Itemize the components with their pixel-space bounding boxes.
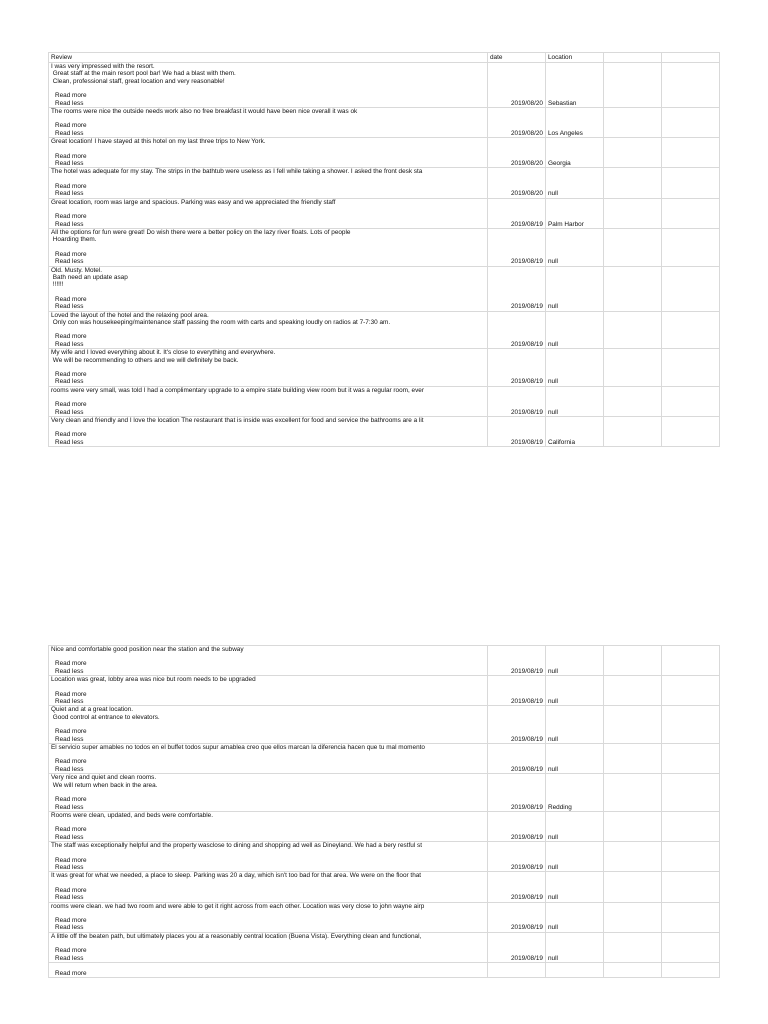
review-location-cell: null: [546, 386, 604, 416]
review-row: [49, 311, 720, 349]
empty-cell: [604, 53, 662, 63]
empty-cell: [604, 932, 662, 962]
column-header-location: Location: [546, 53, 604, 63]
empty-cell: [604, 811, 662, 841]
empty-cell: [662, 198, 720, 228]
review-text-line: Clean, professional staff, great location and very reasonable!: [51, 77, 225, 85]
spacer: [51, 684, 485, 691]
empty-cell: [604, 774, 662, 812]
empty-cell: [662, 386, 720, 416]
review-date-cell: 2019/08/19: [488, 842, 546, 872]
review-text-line: My wife and I loved everything about it. It's close to everything and everywhere.: [51, 349, 276, 357]
empty-cell: [662, 63, 720, 108]
review-cell: [49, 963, 488, 978]
review-cell: [49, 902, 488, 932]
review-location-cell: null: [546, 811, 604, 841]
spacer: [51, 424, 485, 431]
review-text-line: It was great for what we needed, a place to sleep. Parking was 20 a day, which isn't too bad for that area. We were on the floor that: [51, 872, 422, 880]
review-row: [49, 932, 720, 962]
review-cell: [49, 138, 488, 168]
read-more-link[interactable]: Read more: [55, 333, 87, 341]
review-location-cell: Sebastian: [546, 63, 604, 108]
review-date-cell: 2019/08/19: [488, 417, 546, 447]
review-location-cell: [546, 963, 604, 978]
empty-cell: [662, 706, 720, 744]
empty-cell: [604, 63, 662, 108]
empty-cell: [604, 228, 662, 266]
review-cell: [49, 811, 488, 841]
review-location-cell: Los Angeles: [546, 108, 604, 138]
review-row: [49, 646, 720, 676]
empty-cell: [604, 706, 662, 744]
review-row: [49, 386, 720, 416]
empty-cell: [604, 311, 662, 349]
read-less-link[interactable]: Read less: [55, 765, 84, 773]
read-more-link[interactable]: Read more: [55, 856, 87, 864]
read-less-link[interactable]: Read less: [55, 99, 84, 107]
review-cell: [49, 63, 488, 108]
read-more-link[interactable]: Read more: [55, 371, 87, 378]
review-location-cell: Redding: [546, 774, 604, 812]
review-cell: [49, 266, 488, 311]
review-row: [49, 811, 720, 841]
review-cell: [49, 646, 488, 676]
review-cell: [49, 842, 488, 872]
review-text-line: rooms were clean. we had two room and were able to get it right across from each other. Location was very close to john wayne airp: [51, 902, 425, 910]
read-more-link[interactable]: Read more: [55, 401, 87, 409]
review-cell: [49, 168, 488, 198]
review-row: [49, 138, 720, 168]
read-less-link[interactable]: Read less: [55, 863, 84, 871]
read-more-link[interactable]: Read more: [55, 826, 87, 834]
review-location-cell: Palm Harbor: [546, 198, 604, 228]
review-sheet-page-1: [48, 52, 720, 447]
review-text-line: Quiet and at a great location.: [51, 706, 134, 714]
review-date-cell: 2019/08/19: [488, 811, 546, 841]
review-date-cell: 2019/08/19: [488, 198, 546, 228]
empty-cell: [662, 228, 720, 266]
empty-cell: [662, 774, 720, 812]
review-cell: [49, 932, 488, 962]
review-row: [49, 744, 720, 774]
read-less-link[interactable]: Read less: [55, 667, 84, 675]
empty-cell: [604, 168, 662, 198]
read-less-link[interactable]: Read less: [55, 735, 84, 743]
review-row: [49, 706, 720, 744]
header-row: [49, 53, 720, 63]
review-date-cell: 2019/08/19: [488, 349, 546, 387]
review-row: [49, 266, 720, 311]
review-text-line: We will return when back in the area.: [51, 781, 158, 789]
read-more-link[interactable]: Read more: [55, 431, 87, 439]
spacer: [51, 115, 485, 122]
review-cell: [49, 706, 488, 744]
review-date-cell: 2019/08/19: [488, 228, 546, 266]
review-date-cell: 2019/08/19: [488, 676, 546, 706]
read-more-link[interactable]: Read more: [55, 947, 87, 955]
review-cell: [49, 386, 488, 416]
review-text-line: Good control at entrance to elevators.: [51, 713, 160, 721]
review-location-cell: null: [546, 872, 604, 902]
empty-cell: [604, 138, 662, 168]
empty-cell: [662, 872, 720, 902]
review-row: [49, 168, 720, 198]
read-more-link[interactable]: Read more: [55, 250, 87, 258]
review-date-cell: 2019/08/19: [488, 902, 546, 932]
spacer: [51, 289, 485, 296]
review-text-line: The staff was exceptionally helpful and the property wasclose to dining and shopping ad well as Dineyland. We had a bery restful st: [51, 842, 422, 850]
review-cell: [49, 417, 488, 447]
review-cell: [49, 774, 488, 812]
read-less-link[interactable]: Read less: [55, 129, 84, 137]
review-location-cell: null: [546, 706, 604, 744]
review-text-line: Loved the layout of the hotel and the relaxing pool area.: [51, 311, 209, 319]
spacer: [51, 721, 485, 728]
review-location-cell: null: [546, 646, 604, 676]
spacer: [51, 85, 485, 92]
review-text-line: Only con was housekeeping/maintenance staff passing the room with carts and speaking loudly on radios at 7-7:30 am.: [51, 318, 391, 326]
empty-cell: [662, 349, 720, 387]
review-text-line: Very clean and friendly and I love the location The restaurant that is inside was excellent for food and service the bathrooms are a lit: [51, 417, 424, 425]
spacer: [51, 364, 485, 371]
empty-cell: [604, 417, 662, 447]
empty-cell: [662, 744, 720, 774]
review-location-cell: null: [546, 228, 604, 266]
spacer: [51, 206, 485, 213]
review-text-line: Great location! I have stayed at this hotel on my last three trips to New York.: [51, 138, 266, 146]
spacer: [51, 751, 485, 758]
empty-cell: [604, 349, 662, 387]
review-date-cell: [488, 963, 546, 978]
read-more-link[interactable]: Read more: [55, 970, 87, 977]
empty-cell: [662, 902, 720, 932]
read-less-link[interactable]: Read less: [55, 698, 84, 706]
review-location-cell: null: [546, 902, 604, 932]
empty-cell: [604, 266, 662, 311]
empty-cell: [662, 676, 720, 706]
review-date-cell: 2019/08/20: [488, 138, 546, 168]
review-sheet-page-2: [48, 645, 720, 978]
empty-cell: [604, 646, 662, 676]
empty-cell: [604, 842, 662, 872]
spacer: [51, 176, 485, 183]
read-less-link[interactable]: Read less: [55, 190, 84, 198]
review-date-cell: 2019/08/19: [488, 311, 546, 349]
review-text-line: A little off the beaten path, but ultimately places you at a reasonably central location (Buena Vista). Everything clean and functional,: [51, 932, 422, 940]
review-row: [49, 198, 720, 228]
review-text-line: We will be recommending to others and we will definitely be back.: [51, 356, 239, 364]
read-more-link[interactable]: Read more: [55, 690, 87, 698]
review-text-line: rooms were very small, was told I had a complimentary upgrade to a empire state building view room but it was a regular room, ever: [51, 386, 424, 394]
empty-cell: [662, 266, 720, 311]
spacer: [51, 940, 485, 947]
review-row: [49, 963, 720, 978]
read-less-link[interactable]: Read less: [55, 803, 84, 811]
read-less-link[interactable]: Read less: [55, 378, 84, 386]
review-cell: [49, 198, 488, 228]
empty-cell: [662, 842, 720, 872]
read-more-link[interactable]: Read more: [55, 152, 87, 160]
review-date-cell: 2019/08/20: [488, 63, 546, 108]
empty-cell: [662, 53, 720, 63]
review-date-cell: 2019/08/19: [488, 646, 546, 676]
review-text-line: Great staff at the main resort pool bar! We had a blast with them.: [51, 70, 236, 78]
review-date-cell: 2019/08/20: [488, 108, 546, 138]
read-less-link[interactable]: Read less: [55, 924, 84, 932]
review-text-line: Rooms were clean, updated, and beds were comfortable.: [51, 811, 213, 819]
review-location-cell: null: [546, 676, 604, 706]
review-date-cell: 2019/08/19: [488, 706, 546, 744]
empty-cell: [662, 932, 720, 962]
spacer: [51, 850, 485, 857]
review-location-cell: Georgia: [546, 138, 604, 168]
review-cell: [49, 872, 488, 902]
review-location-cell: null: [546, 349, 604, 387]
read-more-link[interactable]: Read more: [55, 660, 87, 668]
read-more-link[interactable]: Read more: [55, 916, 87, 924]
read-more-link[interactable]: Read more: [55, 758, 87, 766]
spacer: [51, 394, 485, 401]
review-row: [49, 349, 720, 387]
review-location-cell: null: [546, 311, 604, 349]
review-row: [49, 872, 720, 902]
review-date-cell: 2019/08/19: [488, 872, 546, 902]
spacer: [51, 910, 485, 917]
review-row: [49, 774, 720, 812]
review-text-line: I was very impressed with the resort.: [51, 63, 155, 70]
read-less-link[interactable]: Read less: [55, 954, 84, 962]
review-text-line: Great location, room was large and spacious. Parking was easy and we appreciated the friendly staff: [51, 198, 336, 206]
review-location-cell: null: [546, 932, 604, 962]
empty-cell: [604, 872, 662, 902]
spacer: [51, 146, 485, 153]
spacer: [51, 244, 485, 251]
empty-cell: [662, 108, 720, 138]
review-cell: [49, 744, 488, 774]
spacer: [51, 326, 485, 333]
empty-cell: [604, 744, 662, 774]
read-less-link[interactable]: Read less: [55, 408, 84, 416]
read-more-link[interactable]: Read more: [55, 122, 87, 130]
empty-cell: [662, 138, 720, 168]
read-more-link[interactable]: Read more: [55, 886, 87, 894]
review-cell: [49, 349, 488, 387]
read-more-link[interactable]: Read more: [55, 213, 87, 221]
review-date-cell: 2019/08/19: [488, 266, 546, 311]
review-text-line: The rooms were nice the outside needs work also no free breakfast it would have been nice overall it was ok: [51, 108, 358, 116]
spacer: [51, 819, 485, 826]
review-date-cell: 2019/08/19: [488, 774, 546, 812]
empty-cell: [604, 676, 662, 706]
read-less-link[interactable]: Read less: [55, 340, 84, 348]
spacer: [51, 789, 485, 796]
review-location-cell: California: [546, 417, 604, 447]
review-cell: [49, 311, 488, 349]
review-row: [49, 417, 720, 447]
empty-cell: [662, 311, 720, 349]
read-less-link[interactable]: Read less: [55, 220, 84, 228]
review-cell: [49, 228, 488, 266]
empty-cell: [604, 198, 662, 228]
empty-cell: [604, 386, 662, 416]
review-text-line: !!!!!!: [51, 281, 64, 289]
empty-cell: [662, 811, 720, 841]
review-text-line: Location was great, lobby area was nice but room needs to be upgraded: [51, 676, 256, 684]
read-less-link[interactable]: Read less: [55, 438, 84, 446]
review-text-line: Very nice and quiet and clean rooms.: [51, 774, 157, 782]
review-cell: [49, 108, 488, 138]
review-row: [49, 63, 720, 108]
column-header-review: Review: [49, 53, 488, 63]
review-text-line: All the options for fun were great! Do wish there were a better policy on the lazy river floats. Lots of people: [51, 228, 351, 236]
spacer: [51, 880, 485, 887]
empty-cell: [662, 646, 720, 676]
read-more-link[interactable]: Read more: [55, 295, 87, 303]
empty-cell: [604, 902, 662, 932]
review-row: [49, 676, 720, 706]
empty-cell: [604, 963, 662, 978]
review-text-line: Old. Musty. Motel.: [51, 266, 103, 274]
review-text-line: El servicio super amables no todos en el buffet todos supur amablea creo que ellos marcan la diferencia hacen que tu mal momento: [51, 744, 425, 752]
empty-cell: [662, 963, 720, 978]
empty-cell: [662, 417, 720, 447]
read-more-link[interactable]: Read more: [55, 796, 87, 804]
review-text-line: The hotel was adequate for my stay. The strips in the bathtub were useless as I fell while taking a shower. I asked the front desk sta: [51, 168, 423, 176]
review-text-line: Nice and comfortable good position near the station and the subway: [51, 646, 244, 653]
read-more-link[interactable]: Read more: [55, 182, 87, 190]
read-more-link[interactable]: Read more: [55, 728, 87, 736]
empty-cell: [662, 168, 720, 198]
review-row: [49, 108, 720, 138]
review-text-line: Hoarding them.: [51, 236, 97, 244]
review-date-cell: 2019/08/19: [488, 932, 546, 962]
review-location-cell: null: [546, 168, 604, 198]
review-row: [49, 228, 720, 266]
empty-cell: [604, 108, 662, 138]
review-location-cell: null: [546, 744, 604, 774]
spacer: [51, 653, 485, 660]
review-row: [49, 902, 720, 932]
read-less-link[interactable]: Read less: [55, 303, 84, 311]
review-location-cell: null: [546, 842, 604, 872]
review-date-cell: 2019/08/20: [488, 168, 546, 198]
read-less-link[interactable]: Read less: [55, 833, 84, 841]
review-text-line: Bath need an update asap: [51, 273, 128, 281]
spacer: [51, 963, 485, 970]
review-location-cell: null: [546, 266, 604, 311]
read-more-link[interactable]: Read more: [55, 92, 87, 100]
review-row: [49, 842, 720, 872]
column-header-date: date: [488, 53, 546, 63]
read-less-link[interactable]: Read less: [55, 258, 84, 266]
review-cell: [49, 676, 488, 706]
read-less-link[interactable]: Read less: [55, 160, 84, 168]
read-less-link[interactable]: Read less: [55, 894, 84, 902]
review-date-cell: 2019/08/19: [488, 744, 546, 774]
review-date-cell: 2019/08/19: [488, 386, 546, 416]
